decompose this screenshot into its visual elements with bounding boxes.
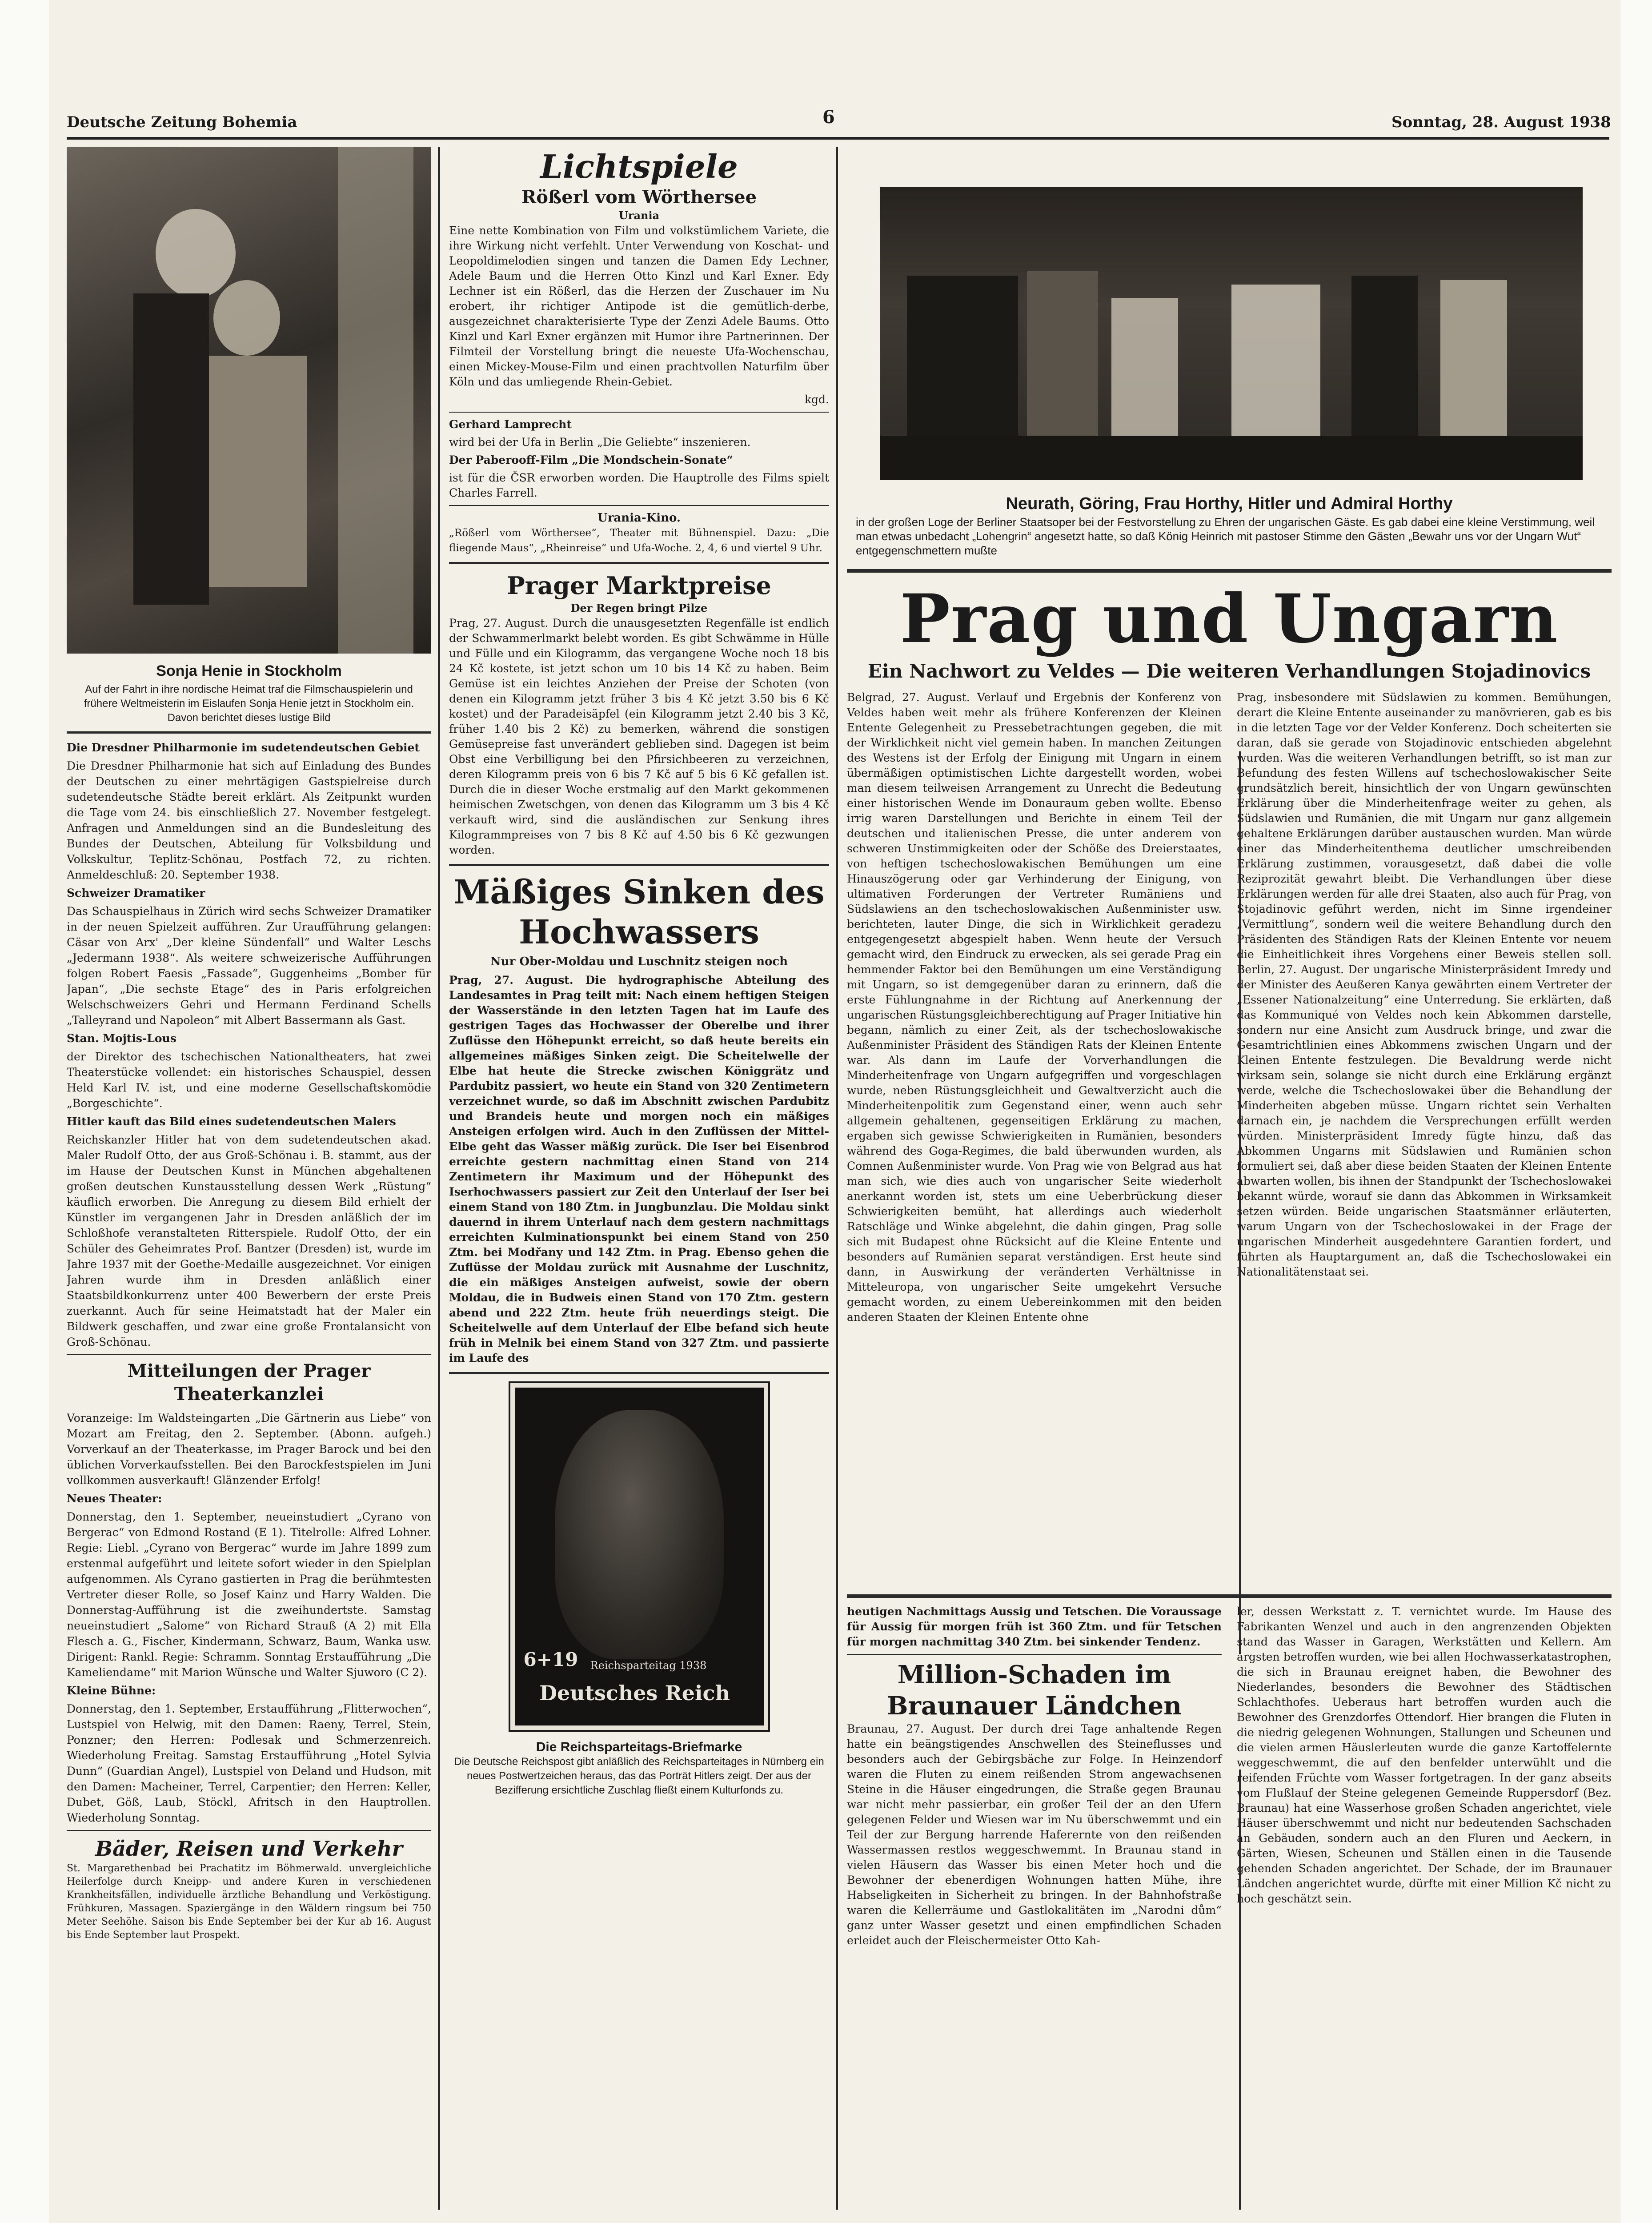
braunau-right <box>1237 1604 1612 1951</box>
article-body: Donnerstag, den 1. September, Erstaufführung „Flitterwochen“, Lustspiel von Helwig, mit den Damen: Raeny, Terrel, Stein, Ponzner; den Herren: Podlesak und Schmerzenreich. Wiederholung Freitag. Samstag Erstaufführung „Hotel Sylvia Dunn“ (Guardian Angel), Lustspiel von Deland und Hudson, mit den Damen: Macheiner, Terrel, Carpentier; den Herren: Keller, Dubet, Göß, Laub, Stöckl, Afritsch in den Hauptrollen. Wiederholung Sonntag. <box>67 1702 431 1824</box>
header-date: Sonntag, 28. August 1938 <box>1391 113 1611 131</box>
article-body: Prag, 27. August. Die hydrographische Abteilung des Landesamtes in Prag teilt mit: Nach einem heftigen Steigen der Wasserstände in den letzten Tagen hat im Laufe des gestrigen Tages das Hochwasser der Oberelbe und ihrer Zuflüsse den Höhepunkt erreicht, so daß heute bereits ein allgemeines mäßiges Sinken zeigt. Die Scheitelwelle der Elbe hat heute die Strecke zwischen Königgrätz und Pardubitz passiert, wo heute ein Stand von 320 Zentimetern verzeichnet wurde, so daß im Abschnitt zwischen Pardubitz und Brandeis heute und morgen noch ein mäßiges Ansteigen erfolgen wird. Auch in den Zuflüssen der Mittel-Elbe geht das Wasser mäßig zurück. Die Iser bei Eisenbrod erreichte gestern nachmittag einen Stand von 214 Zentimetern ihr Maximum und der Höhepunkt des Iserhochwassers passiert zur Zeit den Unterlauf der Iser bei einem Stand von 180 Ztm. in Jungbunzlau. Die Moldau sinkt dauernd in ihrem Unterlauf nach dem gestern nachmittags erreichten Kulminationspunkt bei einem Stand von 250 Ztm. bei Modřany und 142 Ztm. in Prag. Ebenso gehen die Zuflüsse der Moldau zurück mit Ausnahme der Luschnitz, die ein mäßiges Ansteigen aufweist, sowie der obern Moldau, die in Budweis einen Stand von 170 Ztm. gestern abend und 222 Ztm. heute früh neuerdings steigt. Die Scheitelwelle auf dem Unterlauf der Elbe befand sich heute früh in Melnik bei einem Stand von 327 Ztm. und passierte im Laufe des <box>449 974 829 1364</box>
column-rule-2 <box>836 147 838 2210</box>
divider <box>449 412 829 413</box>
article-title: Gerhard Lamprecht <box>449 418 572 431</box>
divider <box>449 864 829 866</box>
article-body: Donnerstag, den 1. September, neueinstudiert „Cyrano von Bergerac“ von Edmond Rostand (E 1). Titelrolle: Alfred Lohner. Regie: Liebl. „Cyrano von Bergerac“ wurde im Jahre 1899 zum erstenmal aufgeführt und leitete sofort wieder in den Spielplan aufgenommen. Als Cyrano gastierten in Prag die berühmtesten Vertreter dieser Rolle, so Josef Kainz und Harry Walden. Die Donnerstag-Aufführung ist die zweihundertste. Samstag neueinstudiert „Salome“ von Richard Strauß (A 2) mit Ella Flesch a. G., Fischer, Kindermann, Schwarz, Baum, Wanka usw. Dirigent: Rankl. Regie: Schramm. Sonntag Erstaufführung „Die Kameliendame“ mit Marion Wünsche und Walter Sjuworo (C 2). <box>67 1510 431 1679</box>
braunau-article-columns <box>847 1604 1612 1951</box>
scan-margin-left <box>0 0 49 2223</box>
column-3 <box>847 147 1612 2219</box>
article-subtitle: Der Regen bringt Pilze <box>570 602 708 614</box>
article-title: Schweizer Dramatiker <box>67 887 205 899</box>
flood-heading: Mäßiges Sinken des Hochwassers <box>453 873 825 951</box>
divider <box>449 505 829 506</box>
article-signature: kgd. <box>804 393 829 406</box>
stamp-country: Deutsches Reich <box>539 1681 730 1705</box>
state-opera-photo <box>880 187 1583 480</box>
flood-continuation: heutigen Nachmittags Aussig und Tetschen. Die Voraussage für Aussig für morgen früh ist 360 Ztm. und für Tetschen für morgen nachmittag 340 Ztm. bei sinkender Tendenz. <box>847 1605 1222 1648</box>
page-number: 6 <box>822 107 835 128</box>
main-article-left: Belgrad, 27. August. Verlauf und Ergebnis der Konferenz von Veldes haben weit mehr als frühere Konferenzen der Kleinen Entente Gelegenheit zu Pressebetrachtungen gegeben, die mit der Wirklichkeit nicht viel gemein haben. In manchen Zeitungen des Westens ist der Erfolg der Einigung mit Ungarn in einem übermäßigen optimistischen Lichte dargestellt worden, wobei man diesem teilweisen Arrangement zu Unrecht die Bedeutung einer historischen Wende im Donauraum geben wollte. Ebenso irrig waren Darstellungen und Berichte in einem Teil der deutschen und italienischen Presse, die unter anderem von schweren Unstimmigkeiten oder der Schöße des Dreierstaates, von heftigen tschechoslowakischen Bemühungen um eine Hinauszögerung oder gar Verhinderung der Einigung, von ultimativen Forderungen der Vertreter Rumäniens und Südslawiens an den tschechoslowakischen Außenminister usw. berichteten, lauter Dinge, die sich in Wirklichkeit geradezu entgegengesetzt abgespielt haben. Wenn heute der Versuch gemacht wird, den Eindruck zu erwecken, als sei gerade Prag ein hemmender Faktor bei den Bemühungen um eine Verständigung mit Ungarn, so ist demgegenüber daran zu erinnern, daß die erste Fühlungnahme in der Richtung auf Anerkennung der ungarischen Rüstungsgleichberechtigung auf Prager Initiative hin begann, nämlich zu einer Zeit, als der tschechoslowakische Außenminister Präsident des Ständigen Rats der Kleinen Entente war. Als dann im Laufe der Vorverhandlungen die Minderheitenfrage von Ungarn aufgegriffen und vorgeschlagen wurde, neben Rüstungsgleichheit und Gewaltverzicht auch die Minderheitenpolitik zum Gegenstand einer, wenn auch sehr allgemein gehaltenen, gegenseitigen Erklärung zu machen, ergaben sich gewisse Schwierigkeiten in Rumänien, besonders während des Goga-Regimes, die bald überwunden wurden, als Comnen Außenminister wurde. Von Prag wie von Belgrad aus hat man sich, wie dies auch von ungarischer Seite wiederholt anerkannt worden ist, stets um eine Ueberbrückung dieser Schwierigkeiten bemüht, hat allerdings auch wiederholt Ratschläge und Winke abgelehnt, die dahin gingen, Prag solle sich mit Budapest ohne Rücksicht auf die Kleine Entente und besonders auf Rumänien separat verständigen. Erst heute sind dann, in Auswirkung der veränderten Verhältnisse in Mitteleuropa, von ungarischer Seite umgekehrt Versuche gemacht worden, zu einem Uebereinkommen mit den beiden anderen Staaten der Kleinen Entente ohne <box>847 691 1222 1324</box>
main-article-columns <box>847 690 1612 1588</box>
stamp-image <box>510 1383 768 1730</box>
braunau-left <box>847 1604 1222 1951</box>
stamp-event: Reichsparteitag 1938 <box>590 1659 707 1672</box>
article-title: Urania-Kino. <box>597 511 681 525</box>
portrait <box>555 1410 724 1659</box>
article-body: Reichskanzler Hitler hat von dem sudetendeutschen akad. Maler Rudolf Otto, der aus Groß-Schönau i. B. stammt, aus der im Hause der Deutschen Kunst in München abgehaltenen großen deutschen Kunstausstellung dessen Werk „Rüstung“ käuflich erworben. Die Anregung zu diesem Bild erhielt der Künstler im vergangenen Jahr in Dresden anläßlich der im Schloßhofe veranstalteten Ritterspiele. Rudolf Otto, der ein Schüler des Geheimrates Prof. Bantzer (Dresden) ist, wurde im Jahre 1937 mit der Goethe-Medaille ausgezeichnet. Vor einigen Jahren wurde ihm in Dresden anläßlich einer Staatsbildkonkurrenz unter 400 Bewerbern der erste Preis zuerkannt. Auch für seine Heimatstadt hat der Maler ein Bildwerk geschaffen, und zwar eine große Frontalansicht von Groß-Schönau. <box>67 1133 431 1348</box>
article-body: St. Margarethenbad bei Prachatitz im Böhmerwald. unvergleichliche Heilerfolge durch Kneipp- und andere Kuren in verschiedenen Krankheitsfällen, individuelle ärztliche Behandlung und Verköstigung. Frühkuren, Massagen. Spaziergänge in den Wäldern ringsum bei 750 Meter Seehöhe. Saison bis Ende September bei der Kur ab 16. August bis Ende September laut Prospekt. <box>67 1863 431 1941</box>
article-body: wird bei der Ufa in Berlin „Die Geliebte“ inszenieren. <box>449 436 751 449</box>
photo-caption: Auf der Fahrt in ihre nordische Heimat traf die Filmschauspielerin und frühere Weltmeisterin im Eislaufen Sonja Henie jetzt in Stockholm ein. Davon berichtet dieses lustige Bild <box>84 683 414 724</box>
section-label: Neues Theater: <box>67 1492 162 1505</box>
article-subtitle: Nur Ober-Moldau und Luschnitz steigen noch <box>490 955 788 968</box>
divider <box>67 731 431 734</box>
divider <box>67 1354 431 1355</box>
divider <box>449 1372 829 1374</box>
article-body: „Rößerl vom Wörthersee“, Theater mit Bühnenspiel. Dazu: „Die fliegende Maus“, „Rheinreise“ und Ufa-Woche. 2, 4, 6 und viertel 9 Uhr. <box>449 527 829 554</box>
market-heading: Prager Marktpreise <box>507 571 771 600</box>
column-1 <box>67 147 431 2219</box>
divider <box>847 1654 1222 1655</box>
article-body: der Direktor des tschechischen Nationaltheaters, hat zwei Theaterstücke vollendet: ein historisches Schauspiel, dessen Held Karl IV. ist, und eine moderne Gesellschaftskomödie „Borgeschichte“. <box>67 1050 431 1110</box>
header-rule <box>67 137 1609 140</box>
divider <box>67 1830 431 1831</box>
article-body: Braunau, 27. August. Der durch drei Tage anhaltende Regen hatte ein beängstigendes Anschwellen des Steineflusses und besonders auch der Gebirgsbäche zur Folge. In Heinzendorf waren die Fluten zu einem reißenden Strom angewachsenen Steine in die Häuser eingedrungen, die Straße gegen Braunau war nicht mehr passierbar, ein großer Teil der an den Ufern gelegenen Felder und Wiesen war im Nu überschwemmt und ein Teil der zur Bergung harrende Haferernte von den reißenden Wassermassen restlos weggeschwemmt. In Braunau stand in vielen Häusern das Wasser bis einen Meter hoch und die Bewohner der ebenerdigen Wohnungen hatten Mühe, ihre Habseligkeiten in Sicherheit zu bringen. In der Bahnhofstraße waren die Kellerräume und Gastlokalitäten im „Narodni dům“ ganz unter Wasser gesetzt und einen empfindlichen Schaden erleidet auch der Fleischermeister Otto Kah- <box>847 1722 1222 1947</box>
article-body: Das Schauspielhaus in Zürich wird sechs Schweizer Dramatiker in der neuen Spielzeit aufführen. Zur Uraufführung gelangen: Cäsar von Arx' „Der kleine Sündenfall“ und Walter Leschs „Jedermann 1938“. Als weitere schweizerische Aufführungen folgen Robert Faesis „Fassade“, Guggenheims „Bomber für Japan“, „Die sechste Etage“ des in Paris erfolgreichen Welschschweizers Gehri und Hermann Ferdinand Schells „Talleyrand und Napoleon“ mit Albert Bassermann als Gast. <box>67 905 431 1027</box>
article-title: Stan. Mojtis-Lous <box>67 1032 176 1045</box>
article-body: Prag, 27. August. Durch die unausgesetzten Regenfälle ist endlich der Schwammerlmarkt belebt worden. Es gibt Schwämme in Hülle und Fülle und ein Kilogramm, das vergangene Woche noch 18 bis 24 Kč kostete, ist jetzt schon um 10 bis 14 Kč zu haben. Beim Gemüse ist ein leichtes Anziehen der Preise der Schoten (von denen ein Kilogramm jetzt früher 3 bis 4 Kč jetzt 3.50 bis 6 Kč kostet) und der Paradeisäpfel (ein Kilogramm jetzt 2.40 bis 3 Kč, früher 1.40 bis 2 Kč) zu bemerken, während die sonstigen Gemüsepreise fast unverändert geblieben sind. Dagegen ist beim Obst eine Verbilligung bei den Pfirsichbeeren zu verzeichnen, deren Kilogramm preis von 6 bis 7 Kč auf 5 bis 6 Kč gefallen ist. Durch die in dieser Woche erstmalig auf den Markt gekommenen heimischen Zwetschgen, von denen das Kilogramm um 3 bis 4 Kč verkauft wird, sind die ausländischen zur Senkung ihres Kilogrammpreises von 7 bis 8 Kč auf 4.50 bis 6 Kč gezwungen worden. <box>449 617 829 856</box>
main-headline: Prag und Ungarn <box>900 580 1559 658</box>
article-body: ist für die ČSR erworben worden. Die Hauptrolle des Films spielt Charles Farrell. <box>449 471 829 499</box>
main-subheadline: Ein Nachwort zu Veldes — Die weiteren Verhandlungen Stojadinovics <box>867 660 1591 682</box>
sonja-henie-photo <box>67 147 431 654</box>
article-body: ler, dessen Werkstatt z. T. vernichtet wurde. Im Hause des Fabrikanten Wenzel und auch in den angrenzenden Objekten stand das Wasser in Garagen, Werkstätten und Kellern. Am argsten betroffen wurden, wie bei allen Hochwasserkatastrophen, die sich in Braunau ereignet haben, die Bewohner des Niederlandes, besonders die Bewohner des Städtischen Schlachthofes. Ueberaus hart betroffen wurden auch die Bewohner des Grenzdorfes Ottendorf. Hier brangen die Fluten in die niedrig gelegenen Wohnungen, Stallungen und Scheunen und die vielen armen Häuslerleuten wurde die ganze Kartoffelernte weggeschwemmt, die auf den benfelder unterwühlt und die reifenden Früchte vom Wasser fortgetragen. In der ganz abseits vom Flußlauf der Steine gelegenen Gemeinde Ruppersdorf (Bez. Braunau) hat eine Wasserhose großen Schaden angerichtet, viele Häuser überschwemmt und nicht nur bedeutenden Sachschaden an Gebäuden, sondern auch an den Fluren und Aeckern, in Gärten, Wiesen, Scheunen und Ställen einen in die Tausende gehenden Schaden angerichtet. Der Schade, der im Braunauer Ländchen angerichtet wurde, dürfte mit einer Million Kč nicht zu hoch geschätzt sein. <box>1237 1605 1612 1905</box>
divider <box>847 569 1612 573</box>
article-subtitle: Urania <box>618 209 660 222</box>
article-title: Der Paberooff-Film „Die Mondschein-Sonate“ <box>449 453 734 466</box>
article-title: Hitler kauft das Bild eines sudetendeutschen Malers <box>67 1115 396 1128</box>
article-body: Die Dresdner Philharmonie hat sich auf Einladung des Bundes der Deutschen zu einer mehrtägigen Gastspielreise durch sudetendeutsche Städte bereit erklärt. Als Zeitpunkt wurden die Tage vom 24. bis einschließlich 27. November festgelegt. Anfragen und Anmeldungen sind an die Bundesleitung des Bundes der Deutschen, Abteilung für Volksbildung und Volkskultur, Teplitz-Schönau, Postfach 72, zu richten. Anmeldeschluß: 20. September 1938. <box>67 759 431 881</box>
theater-heading: Mitteilungen der Prager Theaterkanzlei <box>127 1360 371 1404</box>
main-article-right: Prag, insbesondere mit Südslawien zu kommen. Bemühungen, derart die Kleine Entente auseinander zu manövrieren, gab es bis in die letzten Tage vor der Velder Konferenz. Doch scheiterten sie daran, daß sie gerade von Stojadinovic entschieden abgelehnt wurden. Was die weiteren Verhandlungen betrifft, so ist man zur Befundung des festen Willens auf tschechoslowakischer Seite grundsätzlich bereit, hinsichtlich der von Ungarn gewünschten Erklärung über die Minderheitenfrage weiter zu gehen, als Südslawien und Rumänien, die mit Ungarn nur ganz allgemein gehaltene Erklärungen darüber austauschen wurden. Man würde einer das Minderheitenthema deutlicher umschreibenden Erklärung zustimmen, vorausgesetzt, daß dabei die volle Reziprozität gewahrt bleibt. Die Verhandlungen über diese Erklärungen werden für alle drei Staaten, also auch für Prag, von Stojadinovic geführt werden, nicht im Sinne irgendeiner „Vermittlung“, sondern weil die weitere Behandlung durch den Präsidenten des Ständigen Rats der Kleinen Entente vor neuem die Einheitlichkeit ihres Vorgehens einer Beweis stellen soll. Berlin, 27. August. Der ungarische Ministerpräsident Imredy und der Minister des Aeußeren Kanya gewährten einem Vertreter der „Essener Nationalzeitung“ eine Unterredung. Sie erklärten, daß das Kommuniqué von Veldes noch kein Abkommen darstelle, sondern nur eine Ansicht zum Ausdruck bringe, und zwar die Gesamtrichtlinien eines Abkommens zwischen Ungarn und der Kleinen Entente festzulegen. Die Bevaldrung werde nicht wirksam sein, solange sie nicht durch eine Erklärung ergänzt werde, welche die Tschechoslowakei über die Behandlung der Minderheiten abgeben müsse. Ungarn richtet sein Verhalten darnach ein, je nachdem die Versprechungen erfüllt werden würden. Ministerpräsident Imredy fügte hinzu, daß das Abkommen Ungarns mit Südslawien und Rumänien schon formuliert sei, daß aber diese beiden Staaten der Kleinen Entente abwarten wollen, bis ihnen der Standpunkt der Tschechoslowakei bekannt würde, worauf sie dann das Abkommen in Wirksamkeit setzen würden. Beide ungarischen Staatsmänner erläuterten, warum Ungarn von der Tschechoslowakei in der Frage der ungarischen Minderheit ausgedehntere Garantien fordert, und führten als Hauptargument an, daß die Tschechoslowakei ein Nationalitätenstaat sei. <box>1237 691 1612 1278</box>
divider <box>449 562 829 564</box>
column-2 <box>449 147 829 2219</box>
stamp-caption: Die Deutsche Reichspost gibt anläßlich des Reichsparteitages in Nürnberg ein neues Postwertzeichen heraus, das das Porträt Hitlers zeigt. Der aus der Bezifferung ersichtliche Zuschlag fließt einem Kulturfonds zu. <box>454 1756 824 1796</box>
article-title: Rößerl vom Wörthersee <box>521 187 757 208</box>
column-rule-1 <box>438 147 440 2210</box>
photo-title: Neurath, Göring, Frau Horthy, Hitler und Admiral Horthy <box>1006 494 1453 513</box>
stamp-value: 6+19 <box>523 1649 578 1670</box>
header-left: Deutsche Zeitung Bohemia <box>67 113 297 131</box>
divider <box>847 1594 1612 1598</box>
braunau-heading: Million-Schaden im Braunauer Ländchen <box>887 1660 1182 1721</box>
article-title: Die Dresdner Philharmonie im sudetendeutschen Gebiet <box>67 741 420 754</box>
travel-heading: Bäder, Reisen und Verkehr <box>95 1837 403 1861</box>
stamp-title: Die Reichsparteitags-Briefmarke <box>536 1740 742 1754</box>
article-body: Voranzeige: Im Waldsteingarten „Die Gärtnerin aus Liebe“ von Mozart am Freitag, den 2. September. (Abonn. aufgeh.) Vorverkauf an der Theaterkasse, im Prager Barock und bei den üblichen Vorverkaufsstellen. Bei den Barockfestspielen im Juni vollkommen ausverkauft! Glänzender Erfolg! <box>67 1412 431 1487</box>
photo-title: Sonja Henie in Stockholm <box>156 662 342 679</box>
section-heading: Lichtspiele <box>540 148 738 185</box>
section-label: Kleine Bühne: <box>67 1684 156 1697</box>
article-body: Eine nette Kombination von Film und volkstümlichem Variete, die ihre Wirkung nicht verfehlt. Unter Verwendung von Koschat- und Leopoldimelodien singen und tanzen die Damen Edy Lechner, Adele Baum und die Herren Otto Kinzl und Karl Exner. Edy Lechner ist ein Rößerl, das die Herzen der Zuschauer im Nu erobert, ihr richtiger Antipode ist die gemütlich-derbe, ausgezeichnet charakterisierte Type der Zenzi Adele Baums. Otto Kinzl und Karl Exner ergänzen mit Humor ihre Partnerinnen. Der Filmteil der Vorstellung bringt die neueste Ufa-Wochenschau, einen Mickey-Mouse-Film und einen prachtvollen Naturfilm über Köln und das umliegende Rhein-Gebiet. <box>449 224 829 388</box>
photo-caption: in der großen Loge der Berliner Staatsoper bei der Festvorstellung zu Ehren der ungarischen Gäste. Es gab dabei eine kleine Verstimmung, weil man etwas unbedacht „Lohengrin“ angesetzt hatte, so daß König Heinrich mit pastoser Stimme den Gästen „Bewahr uns vor der Ungarn Wut“ entgegenschmettern mußte <box>856 515 1595 557</box>
scan-margin-right <box>1621 0 1652 2223</box>
